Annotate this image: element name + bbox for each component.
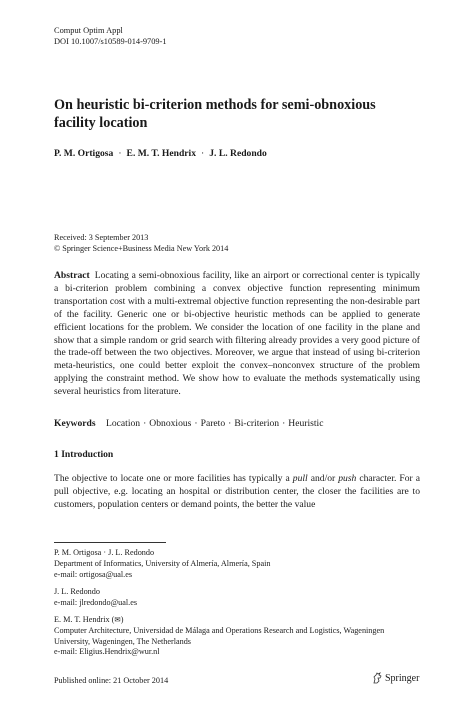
journal-name: Comput Optim Appl (54, 26, 123, 35)
publisher-name: Springer (385, 672, 420, 684)
keyword-separator: · (228, 418, 232, 429)
email: e-mail: Eligius.Hendrix@wur.nl (54, 647, 160, 657)
journal-header (54, 25, 167, 47)
springer-horse-icon (372, 672, 383, 684)
introduction-paragraph: The objective to locate one or more facilities has typically a pull and/or push character. For a pull objective, e.g. locating an hospital or distribution center, the closer the facilities are to customers, population centers or demand points, the better the value (54, 473, 420, 510)
footnote-rule (54, 542, 166, 543)
abstract-label: Abstract (54, 270, 90, 281)
author: J. L. Redondo (209, 148, 267, 159)
author: E. M. T. Hendrix (126, 148, 197, 159)
publication-dates (54, 232, 228, 254)
keyword: Bi-criterion (234, 418, 280, 429)
springer-logo (372, 672, 419, 684)
push-term: push (338, 473, 357, 484)
author-list (54, 148, 267, 159)
pull-term: pull (292, 473, 308, 484)
section-heading: 1 Introduction (54, 449, 114, 460)
keyword-separator: · (282, 418, 286, 429)
affiliation-3: E. M. T. Hendrix (✉) Computer Architecture, Universidad de Málaga and Operations Research and Logistics, Wageningen University, Wageningen, The Netherlands e-mail: Eligius.Hendrix@wur.nl (54, 615, 385, 657)
received-date: Received: 3 September 2013 (54, 233, 149, 242)
paper-title (54, 96, 434, 132)
doi: DOI 10.1007/s10589-014-9709-1 (54, 37, 167, 46)
affiliation-2: J. L. Redondo e-mail: jlredondo@ual.es (54, 587, 138, 607)
keyword: Location (105, 418, 141, 429)
keyword: Obnoxious (149, 418, 192, 429)
abstract-text: Locating a semi-obnoxious facility, like an airport or correctional center is typically a bi-criterion problem combining a convex objective function representing minimum transportation cost with a multi-extremal objective function representing the non-desirable part of the facility. Generic one or bi-objective heuristic methods can be applied to generate efficient locations for the problem. We consider the location of one facility in the plane and show that a simple random or grid search with filtering already provides a very good picture of the trade-off between the two objectives. Moreover, we argue that instead of using bi-criterion meta-heuristics, one could better exploit the convex–nonconvex structure of the problem applying the constraint method. We show how to evaluate the methods systematically using several heuristics from literature. (54, 270, 420, 398)
abstract (54, 270, 420, 399)
keyword: Heuristic (288, 418, 324, 429)
copyright: © Springer Science+Business Media New York 2014 (54, 244, 229, 253)
keyword-separator: · (194, 418, 198, 429)
published-online: Published online: 21 October 2014 (54, 676, 169, 685)
affiliation-1: P. M. Ortigosa · J. L. Redondo Department of Informatics, University of Almería, Almería, Spain e-mail: ortigosa@ual.es (54, 548, 271, 579)
keywords-label: Keywords (54, 418, 96, 429)
envelope-icon: ✉ (114, 615, 121, 624)
title-line-1: On heuristic bi-criterion methods for semi-obnoxious (54, 97, 376, 113)
keywords (54, 418, 323, 429)
title-line-2: facility location (54, 115, 148, 131)
keyword-separator: · (143, 418, 147, 429)
author-separator: · (118, 148, 122, 159)
email: e-mail: jlredondo@ual.es (54, 597, 138, 607)
author-separator: · (201, 148, 205, 159)
keyword: Pareto (200, 418, 226, 429)
author: P. M. Ortigosa (54, 148, 114, 159)
email: e-mail: ortigosa@ual.es (54, 569, 133, 579)
